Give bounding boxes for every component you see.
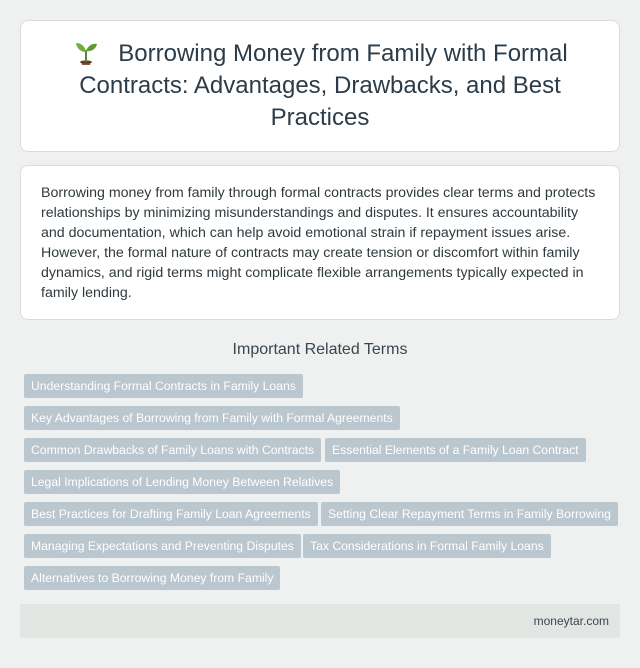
page-title-text: Borrowing Money from Family with Formal Contracts: Advantages, Drawbacks, and Best Practices <box>79 40 568 131</box>
page-title <box>61 38 579 134</box>
related-term-chip[interactable]: Tax Considerations in Formal Family Loans <box>303 534 551 558</box>
sprout-icon <box>72 38 100 66</box>
related-term-chip[interactable]: Alternatives to Borrowing Money from Family <box>24 566 280 590</box>
related-term-chip[interactable]: Key Advantages of Borrowing from Family with Formal Agreements <box>24 406 400 430</box>
footer-site-link[interactable]: moneytar.com <box>533 614 609 628</box>
footer <box>20 604 620 638</box>
related-term-chip[interactable]: Common Drawbacks of Family Loans with Contracts <box>24 438 321 462</box>
related-term-chip[interactable]: Understanding Formal Contracts in Family Loans <box>24 374 303 398</box>
related-terms-heading: Important Related Terms <box>232 341 408 358</box>
related-term-chip[interactable]: Essential Elements of a Family Loan Contract <box>325 438 586 462</box>
related-term-chip[interactable]: Legal Implications of Lending Money Between Relatives <box>24 470 340 494</box>
related-term-chip[interactable]: Best Practices for Drafting Family Loan Agreements <box>24 502 318 526</box>
related-term-chip[interactable]: Managing Expectations and Preventing Disputes <box>24 534 301 558</box>
summary-card <box>20 165 620 320</box>
summary-text: Borrowing money from family through formal contracts provides clear terms and protects relationships by minimizing misunderstandings and disputes. It ensures accountability and documentation, which can help avoid emotional strain if repayment issues arise. However, the formal nature of contracts may create tension or discomfort within family dynamics, and rigid terms might complicate flexible arrangements typically expected in family lending. <box>41 185 596 301</box>
title-card <box>20 20 620 152</box>
related-term-chip[interactable]: Setting Clear Repayment Terms in Family Borrowing <box>321 502 618 526</box>
